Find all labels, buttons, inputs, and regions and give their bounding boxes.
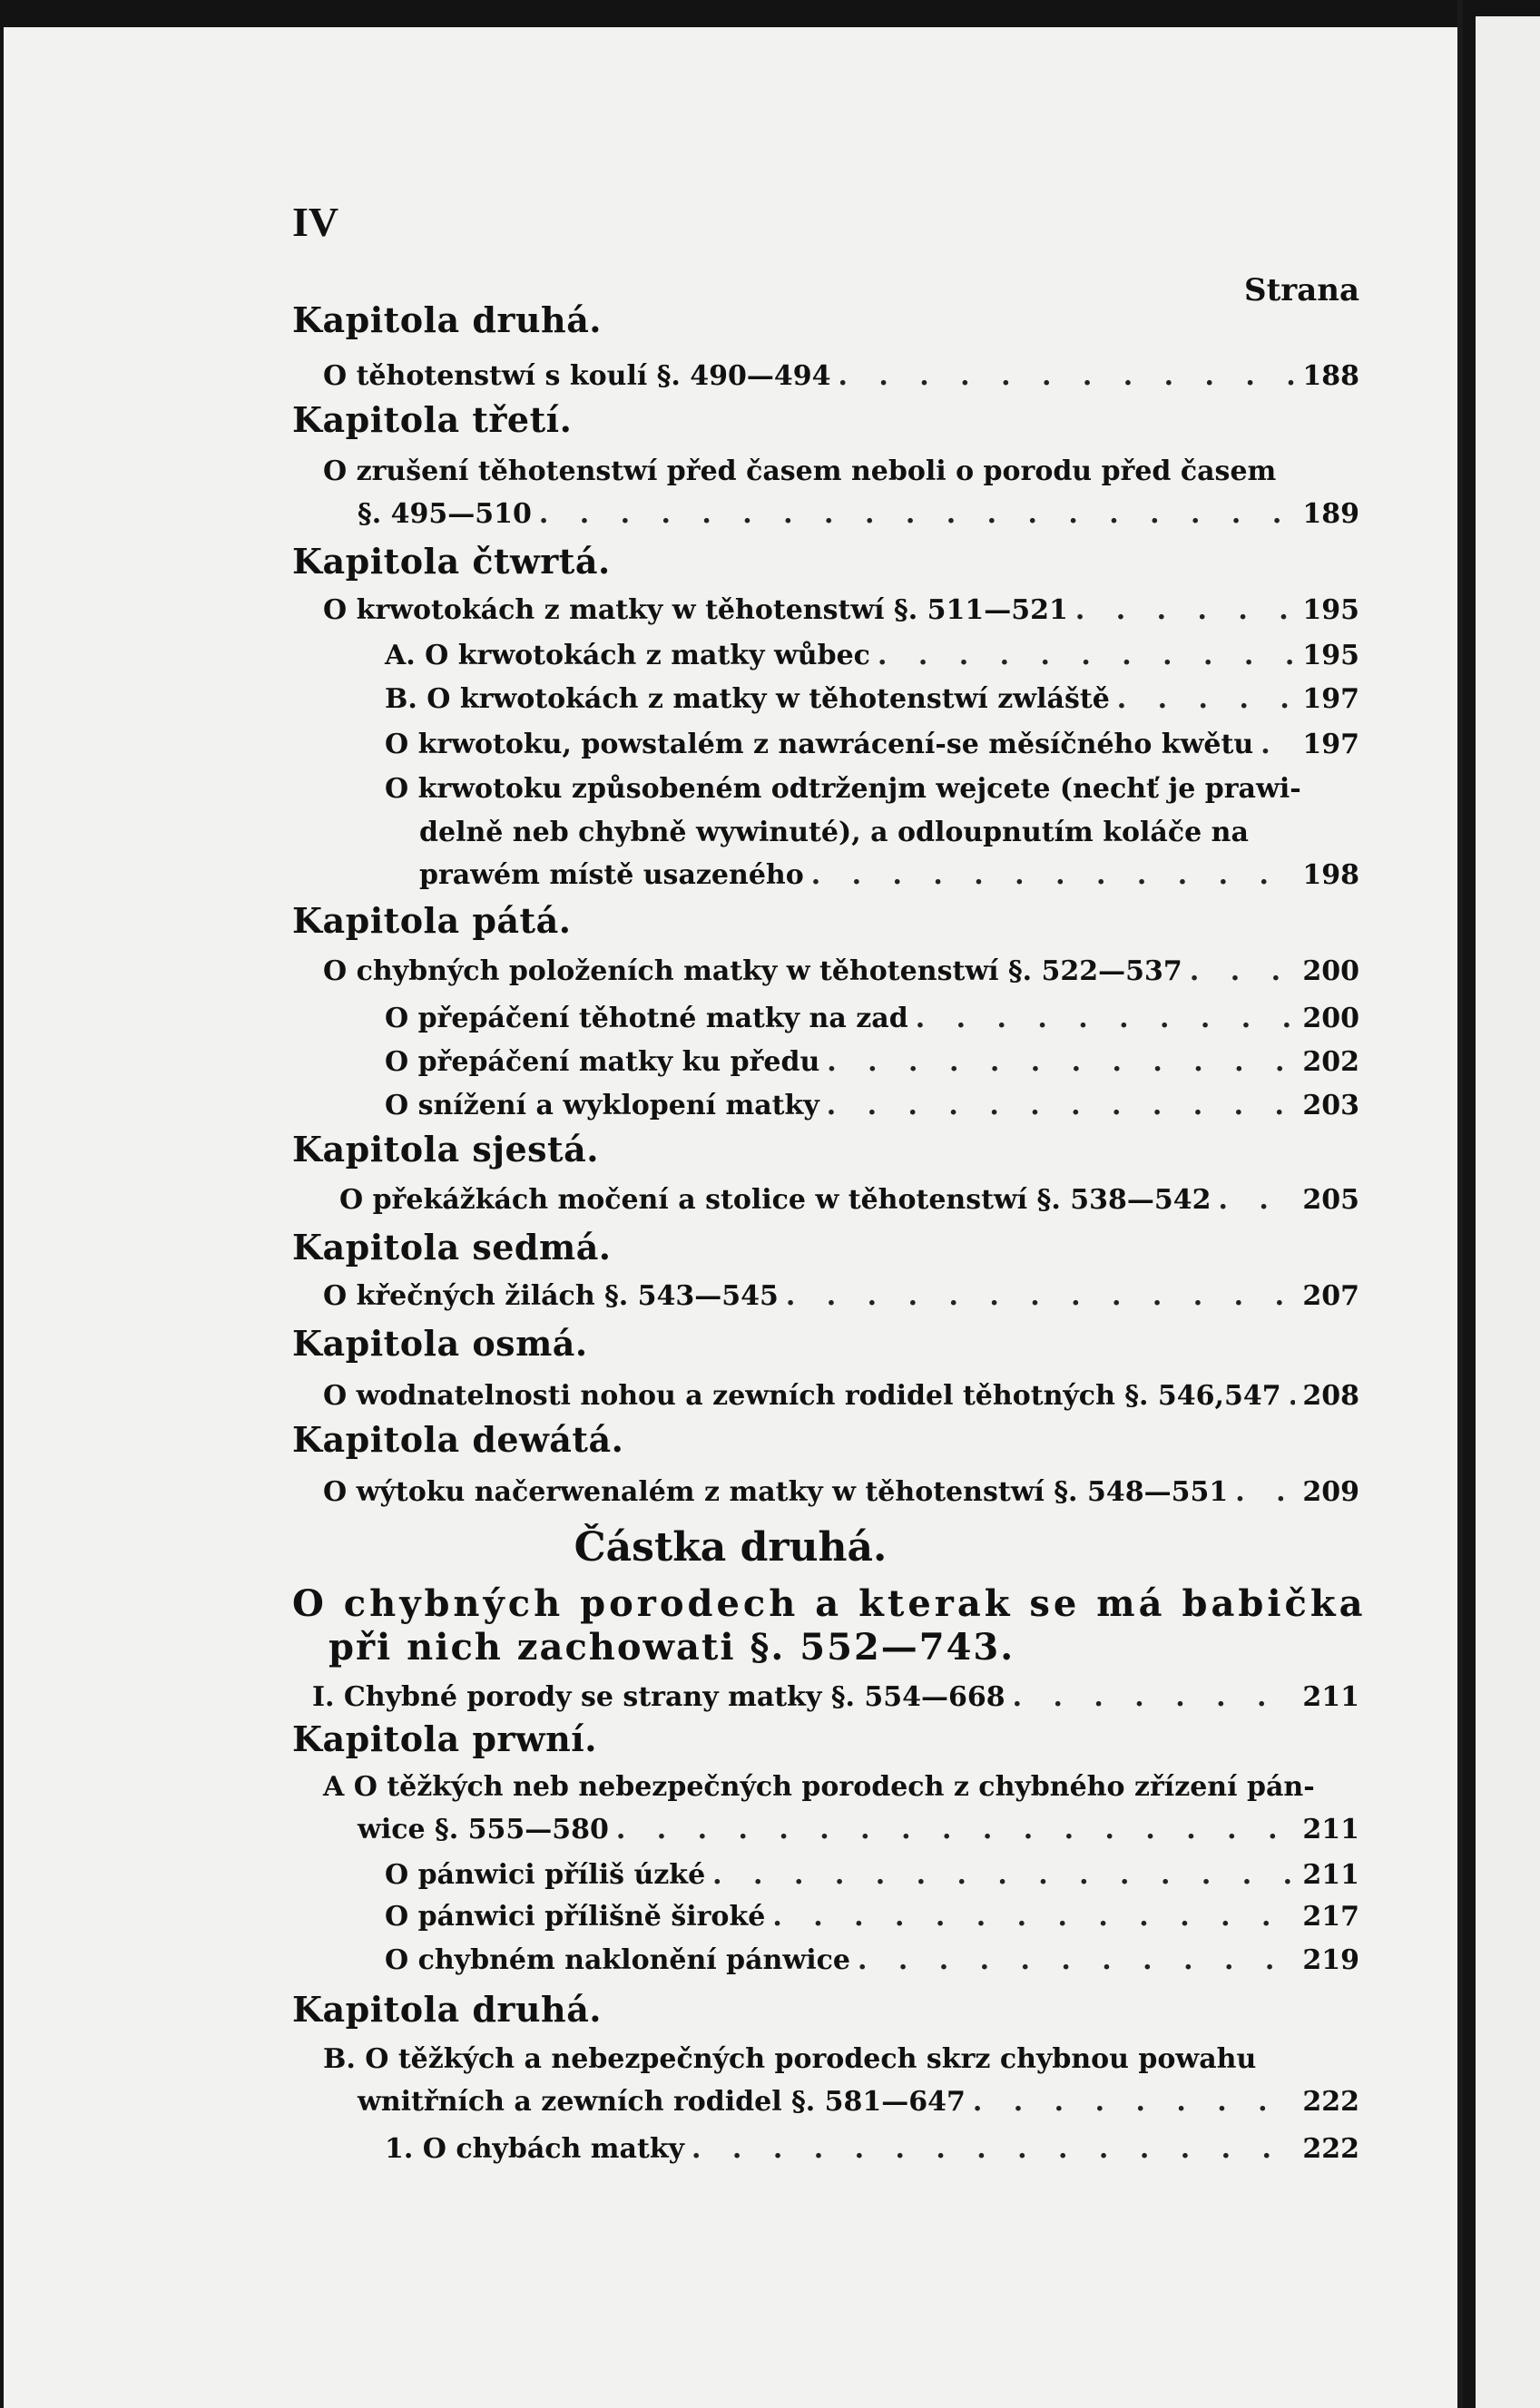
toc-entry: O těhotenstwí s koulí §. 490—494 . . . 188 [323,354,1359,392]
chapter-heading: Kapitola pátá. [292,900,572,941]
chapter-heading: Kapitola druhá. [292,299,603,340]
toc-entry: O přepáčení matky ku předu . . . 202 [385,1040,1359,1078]
chapter-heading: Kapitola druhá. [292,1989,603,2030]
toc-entry: O chybném naklonění pánwice . . . 219 [385,1938,1359,1976]
toc-entry: O pánwici příliš úzké . . . 211 [385,1853,1359,1891]
toc-entry: 1. O chybách matky . . . 222 [385,2127,1359,2165]
toc-entry: wnitřních a zewních rodidel §. 581—647 . . . 222 [358,2080,1359,2118]
toc-entry: wice §. 555—580 . . . 211 [358,1807,1359,1845]
toc-entry: O wýtoku načerwenalém z matky w těhotenstwí §. 548—551 . . . 209 [323,1470,1359,1508]
toc-entry: O křečných žilách §. 543—545 . . . 207 [323,1274,1359,1312]
chapter-heading: Kapitola čtwrtá. [292,541,611,582]
book-page [4,27,1457,2408]
chapter-heading: Kapitola sedmá. [292,1227,612,1268]
toc-entry-line: O zrušení těhotenstwí před časem neboli o porodu před časem [323,455,1277,487]
toc-entry: O wodnatelnosti nohou a zewních rodidel těhotných §. 546,547 . . . 208 [323,1374,1359,1412]
section-title: O chybných porodech a kterak se má babička [292,1582,1367,1625]
section-title: při nich zachowati §. 552—743. [329,1626,1015,1669]
page-number: IV [292,199,339,245]
toc-entry: O krwotoku, powstalém z nawrácení-se měsíčného kwětu . . . 197 [385,722,1359,760]
page-gutter [1457,0,1463,2408]
toc-entry-line: B. O těžkých a nebezpečných porodech skrz chybnou powahu [323,2043,1257,2075]
toc-entry-line: O krwotoku způsobeném odtrženjm wejcete (nechť je prawi- [385,773,1301,805]
part-title: Částka druhá. [574,1524,888,1571]
toc-entry: O krwotokách z matky w těhotenstwí §. 511—521 . . . 195 [323,588,1359,626]
column-header: Strana [1244,272,1359,308]
toc-entry: §. 495—510 . . . 189 [358,492,1359,530]
toc-entry-line: delně neb chybně wywinuté), a odloupnutím koláče na [419,817,1249,848]
adjacent-page [1476,16,1540,2408]
toc-entry: O přepáčení těhotné matky na zad . . . 200 [385,996,1359,1034]
toc-entry: I. Chybné porody se strany matky §. 554—668 . . . 211 [312,1675,1359,1713]
toc-entry: O pánwici přílišně široké . . . 217 [385,1894,1359,1933]
chapter-heading: Kapitola prwní. [292,1718,597,1759]
chapter-heading: Kapitola sjestá. [292,1129,599,1170]
toc-entry: prawém místě usazeného . . . 198 [419,853,1359,891]
chapter-heading: Kapitola dewátá. [292,1419,624,1460]
chapter-heading: Kapitola osmá. [292,1323,588,1364]
toc-entry: O překážkách močení a stolice w těhotenstwí §. 538—542 . . . 205 [339,1178,1359,1216]
toc-entry: A. O krwotokách z matky wůbec . . . 195 [385,633,1359,671]
toc-entry: B. O krwotokách z matky w těhotenstwí zwláště . . . 197 [385,677,1359,715]
toc-entry: O snížení a wyklopení matky . . . 203 [385,1083,1359,1121]
chapter-heading: Kapitola třetí. [292,399,573,440]
toc-entry: O chybných položeních matky w těhotenstwí §. 522—537 . . . 200 [323,949,1359,987]
toc-entry-line: A O těžkých neb nebezpečných porodech z chybného zřízení pán- [323,1771,1315,1803]
